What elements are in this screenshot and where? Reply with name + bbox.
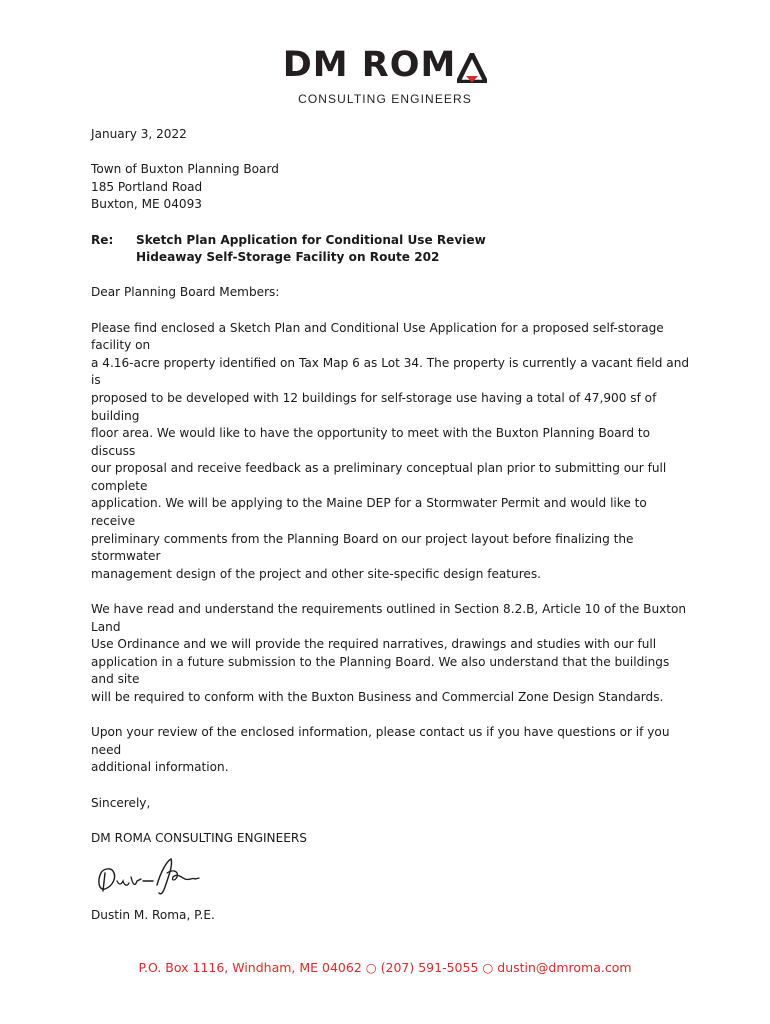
subject-lines (136, 232, 486, 267)
paragraph-line: additional information. (91, 760, 229, 775)
paragraph-line: application. We will be applying to the Maine DEP for a Stormwater Permit and would like to receive (91, 496, 647, 529)
recipient-line: Town of Buxton Planning Board (91, 162, 279, 177)
paragraph-line: a 4.16-acre property identified on Tax Map 6 as Lot 34. The property is currently a vacant field and is (91, 355, 690, 388)
paragraph-line: will be required to conform with the Buxton Business and Commercial Zone Design Standards. (91, 690, 664, 704)
closing: Sincerely, (91, 795, 151, 810)
salutation: Dear Planning Board Members: (91, 285, 280, 300)
recipient-address (91, 161, 691, 214)
recipient-line: 185 Portland Road (91, 179, 203, 194)
handwritten-signature (91, 851, 211, 899)
paragraph-line: management design of the project and other site-specific design features. (91, 566, 542, 581)
paragraph-line: Upon your review of the enclosed information, please contact us if you have questions or if you need (91, 725, 670, 757)
letter-date: January 3, 2022 (91, 127, 187, 141)
company-logo (282, 45, 488, 85)
paragraph-line: Please find enclosed a Sketch Plan and Conditional Use Application for a proposed self-storage facility on (91, 320, 664, 353)
body-paragraph-2 (91, 601, 691, 707)
paragraph-line: application in a future submission to the Planning Board. We also understand that the buildings and site (91, 654, 670, 687)
paragraph-line: preliminary comments from the Planning Board on our project layout before finalizing the stormwater (91, 531, 634, 564)
logo-a-triangle-icon (457, 53, 487, 83)
body-paragraph-1 (91, 320, 691, 584)
paragraph-line: floor area. We would like to have the opportunity to meet with the Buxton Planning Board to discuss (91, 426, 650, 458)
paragraph-line: We have read and understand the requirements outlined in Section 8.2.B, Article 10 of the Buxton Land (91, 602, 687, 634)
recipient-line: Buxton, ME 04093 (91, 197, 203, 212)
body-paragraph-3 (91, 724, 691, 777)
signer-name: Dustin M. Roma, P.E. (91, 908, 215, 923)
subject-line: Sketch Plan Application for Conditional Use Review (136, 232, 486, 247)
logo-wordmark: DM ROM (282, 45, 457, 85)
paragraph-line: Use Ordinance and we will provide the required narratives, drawings and studies with our full (91, 637, 657, 652)
signature-company: DM ROMA CONSULTING ENGINEERS (91, 830, 307, 845)
subject-line: Hideaway Self-Storage Facility on Route 202 (136, 250, 440, 265)
logo-subtitle: CONSULTING ENGINEERS (298, 92, 472, 106)
subject-block (91, 232, 691, 267)
letterhead (270, 45, 500, 106)
letter-body (91, 126, 691, 925)
footer-contact: P.O. Box 1116, Windham, ME 04062 ○ (207) 591-5055 ○ dustin@dmroma.com (138, 960, 632, 975)
paragraph-line: proposed to be developed with 12 buildings for self-storage use having a total of 47,900 sf of building (91, 390, 657, 423)
subject-label: Re: (91, 232, 114, 247)
paragraph-line: our proposal and receive feedback as a preliminary conceptual plan prior to submitting our full complete (91, 461, 667, 493)
